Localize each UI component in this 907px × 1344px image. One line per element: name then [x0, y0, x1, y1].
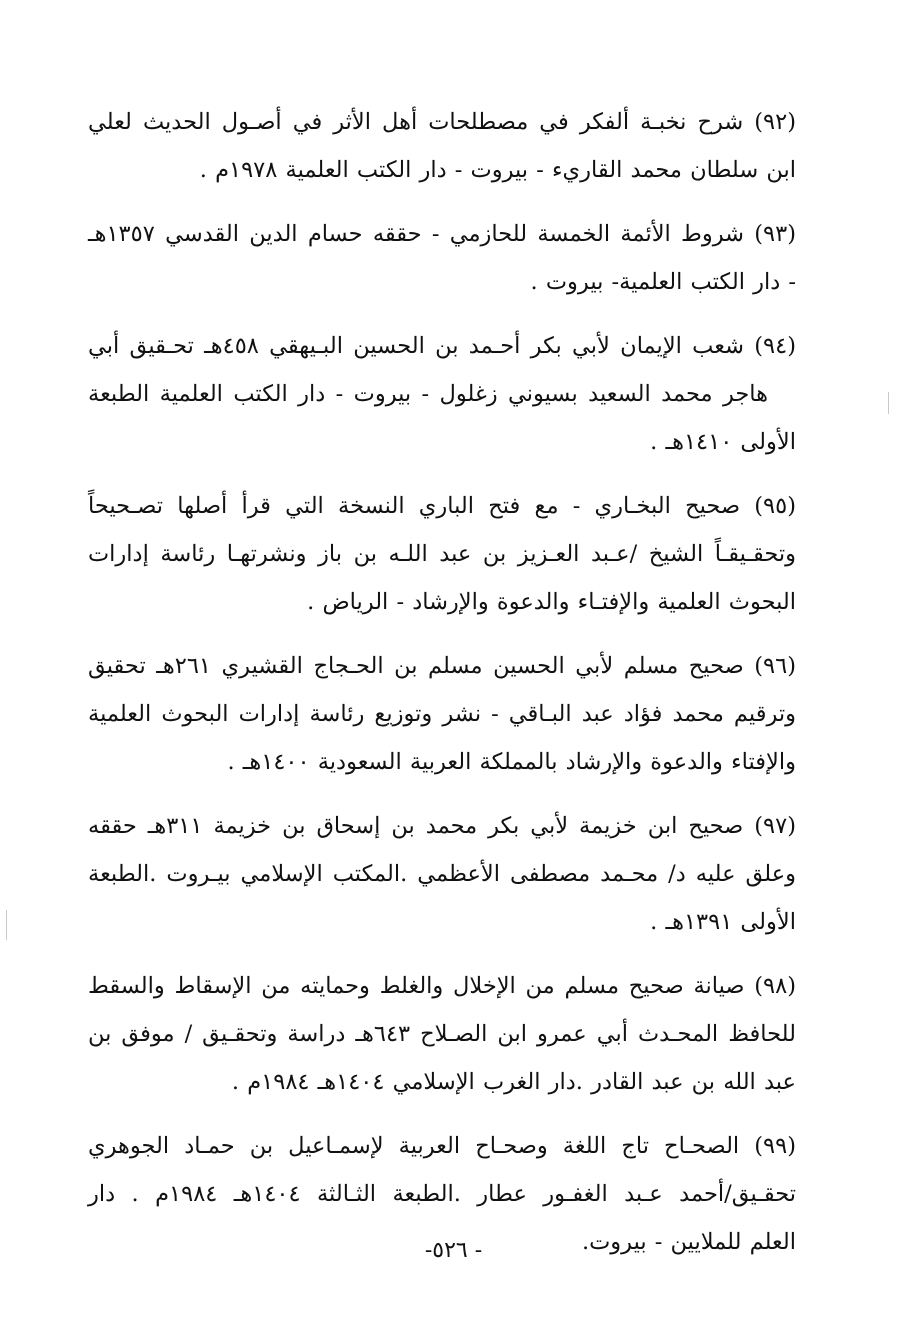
entry-line: الأولى ١٣٩١هـ . [650, 909, 796, 935]
entry-line: وتحقـيقـاً الشيخ /عـبد العـزيز بن عبد اللـه بن باز ونشرتهـا رئاسة إدارات [88, 541, 796, 567]
bibliography-entry-97 [88, 802, 796, 946]
entry-line: (٩٦) صحيح مسلم لأبي الحسين مسلم بن الحـجاج القشيري ٢٦١هـ تحقيق [88, 653, 796, 679]
bibliography-entry-94 [88, 322, 796, 466]
entry-line: - دار الكتب العلمية- بيروت . [530, 269, 796, 295]
entry-line: والإفتاء والدعوة والإرشاد بالمملكة العربية السعودية ١٤٠٠هـ . [227, 749, 796, 775]
entry-line: (٩٨) صيانة صحيح مسلم من الإخلال والغلط وحمايته من الإسقاط والسقط [88, 973, 796, 999]
entry-line: وترقيم محمد فؤاد عبد البـاقي - نشر وتوزيع رئاسة إدارات البحوث العلمية [88, 701, 796, 727]
entry-line: (٩٧) صحيح ابن خزيمة لأبي بكر محمد بن إسحاق بن خزيمة ٣١١هـ حققه [88, 813, 796, 839]
bibliography-entry-93 [88, 210, 796, 306]
entry-line: وعلق عليه د/ محـمد مصطفى الأعظمي .المكتب الإسلامي بيـروت .الطبعة [88, 861, 796, 887]
entry-line: الأولى ١٤١٠هـ . [650, 429, 796, 455]
bibliography-entry-92 [88, 98, 796, 194]
scan-margin-mark [888, 392, 889, 414]
entry-line: (٩٢) شرح نخبـة ألفكر في مصطلحات أهل الأثر في أصـول الحديث لعلي [88, 109, 796, 135]
scan-margin-mark [6, 910, 7, 940]
entry-line: للحافظ المحـدث أبي عمرو ابن الصـلاح ٦٤٣هـ دراسة وتحقـيق / موفق بن [88, 1021, 796, 1047]
entry-line: (٩٣) شروط الأئمة الخمسة للحازمي - حققه حسام الدين القدسي ١٣٥٧هـ [88, 221, 796, 247]
bibliography-entry-95 [88, 482, 796, 626]
entry-line: العلم للملايين - بيروت. [581, 1229, 796, 1255]
page-number: - ٥٢٦- [424, 1238, 483, 1263]
entry-line: ابن سلطان محمد القاريء - بيروت - دار الكتب العلمية ١٩٧٨م . [199, 157, 796, 183]
bibliography-entry-98 [88, 962, 796, 1106]
entry-line: (٩٤) شعب الإيمان لأبي بكر أحـمد بن الحسين البـيهقي ٤٥٨هـ تحـقيق أبي [88, 333, 796, 359]
entry-line: (٩٥) صحيح البخـاري - مع فتح الباري النسخة التي قرأ أصلها تصـحيحاً [88, 493, 796, 519]
entry-line: هاجر محمد السعيد بسيوني زغلول - بيروت - دار الكتب العلمية الطبعة [88, 381, 768, 407]
bibliography-page [88, 98, 796, 1282]
entry-line: عبد الله بن عبد القادر .دار الغرب الإسلامي ١٤٠٤هـ ١٩٨٤م . [231, 1069, 796, 1095]
entry-line: تحقـيق/أحمد عـبد الغفـور عطار .الطبعة الثـالثة ١٤٠٤هـ ١٩٨٤م . دار [88, 1181, 797, 1207]
entry-line: (٩٩) الصحـاح تاج اللغة وصحـاح العربية لإسمـاعيل بن حمـاد الجوهري [88, 1133, 796, 1159]
bibliography-entry-96 [88, 642, 796, 786]
entry-line: البحوث العلمية والإفتـاء والدعوة والإرشاد - الرياض . [307, 589, 796, 615]
